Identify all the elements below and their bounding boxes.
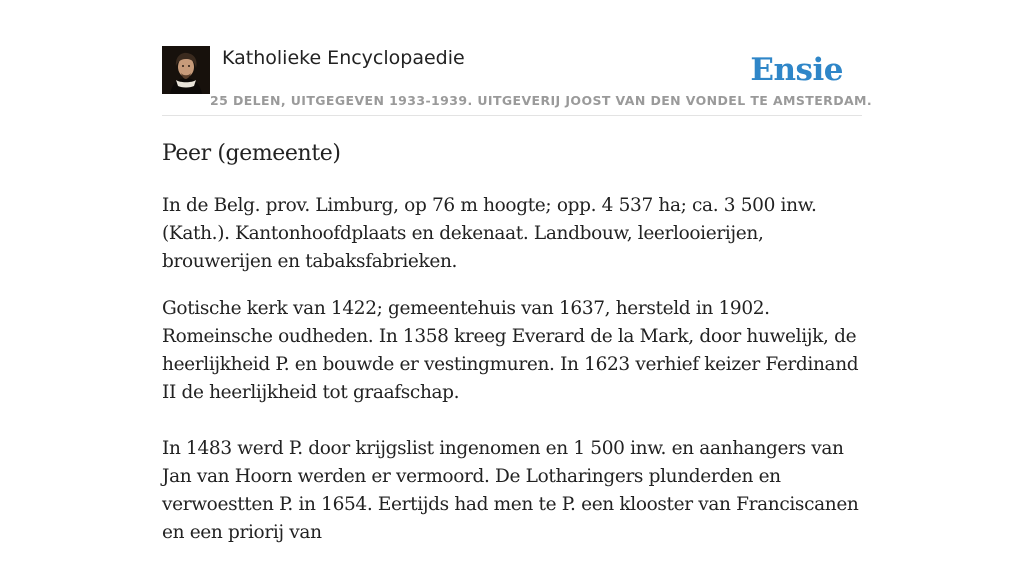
source-header xyxy=(162,46,873,116)
brand-logo[interactable]: Ensie xyxy=(750,52,843,88)
article xyxy=(162,140,862,566)
source-subtitle: 25 DELEN, UITGEGEVEN 1933-1939. UITGEVERIJ JOOST VAN DEN VONDEL TE AMSTERDAM. xyxy=(210,93,873,108)
source-title[interactable]: Katholieke Encyclopaedie xyxy=(222,47,465,69)
article-title: Peer (gemeente) xyxy=(162,141,341,166)
article-paragraph: Gotische kerk van 1422; gemeentehuis van 1637, hersteld in 1902. Romeinsche oudheden. In 1358 kreeg Everard de la Mark, door huwelijk, de heerlijkheid P. en bouwde er vestingmuren. In 1623 verhief keizer Ferdinand II de heerlijkheid tot graafschap. xyxy=(162,298,859,403)
portrait-icon xyxy=(162,46,210,94)
avatar[interactable] xyxy=(162,46,210,94)
article-paragraph: In 1483 werd P. door krijgslist ingenomen en 1 500 inw. en aanhangers van Jan van Hoorn werden er vermoord. De Lotharingers plunderden en verwoestten P. in 1654. Eertijds had men te P. een klooster van Franciscanen en een priorij van xyxy=(162,438,859,543)
article-paragraph: In de Belg. prov. Limburg, op 76 m hoogte; opp. 4 537 ha; ca. 3 500 inw. (Kath.). Kantonhoofdplaats en dekenaat. Landbouw, leerlooierijen, brouwerijen en tabaksfabrieken. xyxy=(162,195,817,272)
